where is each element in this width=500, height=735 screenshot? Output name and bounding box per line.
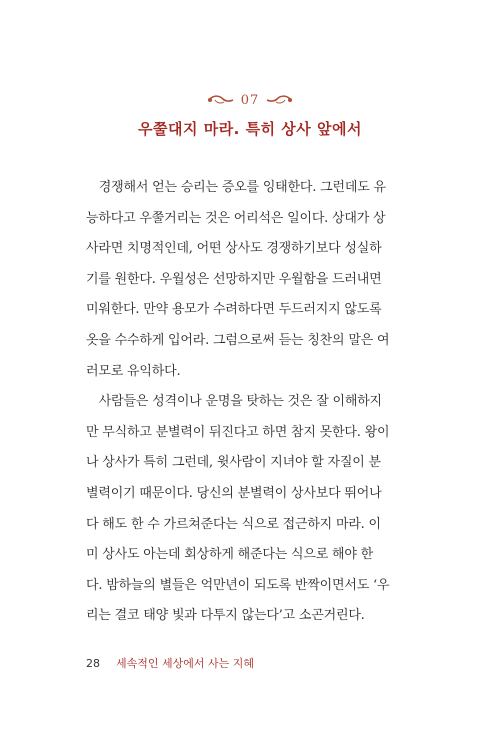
text-line: 러모로 유익하다. (86, 363, 181, 379)
right-flourish-icon (265, 94, 293, 106)
text-line: 미워한다. 만약 용모가 수려하다면 두드러지지 않도록 (86, 302, 382, 318)
body-text (86, 173, 416, 632)
text-line: 경쟁해서 얻는 승리는 증오를 잉태한다. 그런데도 유 (86, 180, 386, 195)
running-title: 세속적인 세상에서 사는 지혜 (116, 657, 255, 670)
left-flourish-icon (207, 94, 235, 106)
chapter-ornament (0, 90, 500, 110)
text-line: 나 상사가 특히 그런데, 윗사람이 지녀야 할 자질이 분 (86, 455, 381, 471)
text-line: 별력이기 때문이다. 당신의 분별력이 상사보다 뛰어나 (86, 485, 382, 501)
text-line: 리는 결코 태양 빛과 다투지 않는다’고 소곤거린다. (86, 608, 365, 624)
page-number: 28 (86, 657, 100, 670)
text-line: 만 무식하고 분별력이 뒤진다고 하면 참지 못한다. 왕이 (86, 424, 390, 440)
text-line: 옷을 수수하게 입어라. 그럼으로써 듣는 칭찬의 말은 여 (86, 332, 390, 348)
text-line: 능하다고 우쭐거리는 것은 어리석은 일이다. 상대가 상 (86, 210, 386, 226)
page-footer (86, 655, 254, 671)
text-line: 다. 밤하늘의 별들은 억만년이 되도록 반짝이면서도 ‘우 (86, 577, 390, 593)
text-line: 사라면 치명적인데, 어떤 상사도 경쟁하기보다 성실하 (86, 241, 382, 257)
chapter-number: 07 (240, 92, 260, 108)
text-line: 미 상사도 아는데 회상하게 해준다는 식으로 해야 한 (86, 547, 374, 563)
text-line: 기를 원한다. 우월성은 선망하지만 우월함을 드러내면 (86, 271, 382, 287)
chapter-title: 우쭐대지 마라. 특히 상사 앞에서 (138, 120, 362, 138)
text-line: 사람들은 성격이나 운명을 탓하는 것은 잘 이해하지 (86, 394, 382, 410)
text-line: 다 해도 한 수 가르쳐준다는 식으로 접근하지 마라. 이 (86, 516, 381, 532)
